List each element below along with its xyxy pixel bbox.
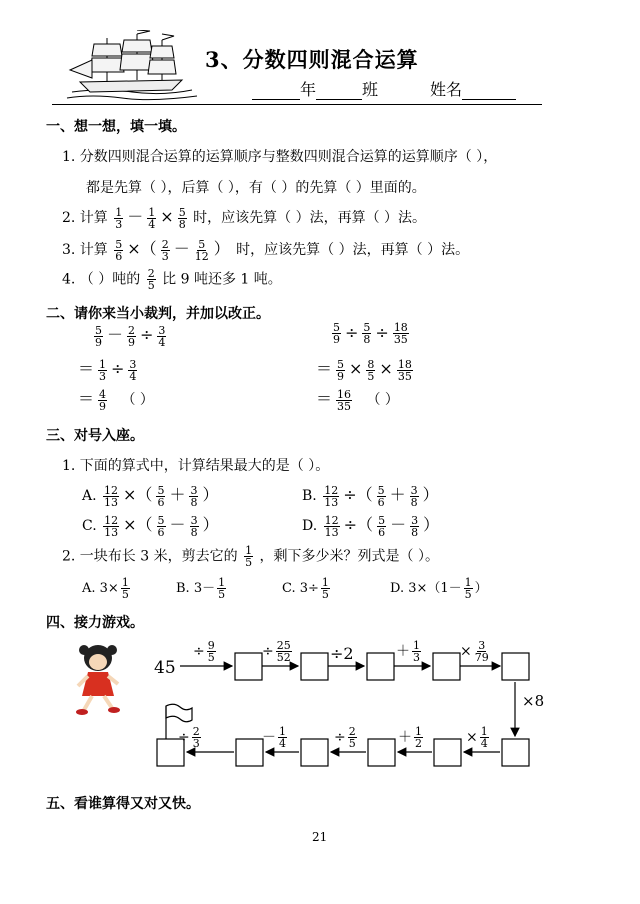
- fraction: $\frac{1}{3}$: [115, 205, 123, 231]
- op-sub-1-4: － $\frac{1}{4}$: [262, 725, 286, 750]
- q1-line-b: 都是先算（ ），后算（ ），有（ ）的先算（ ）里面的。: [86, 180, 426, 196]
- s3-q2-choice-d[interactable]: D. 3×（1－ $\frac{1}{5}$ ）: [390, 576, 488, 601]
- fraction: $\frac{2}{5}$: [147, 267, 155, 292]
- class-label: 班: [362, 80, 379, 99]
- option-a[interactable]: A. $\frac{12}{13}$ ×（ $\frac{5}{6}$ ＋ $\frac{3}{8}$ ）: [82, 483, 219, 509]
- q2-suffix: 时，应该先算（ ）法，再算（ ）法。: [193, 210, 427, 226]
- op-div-25-52: ÷ $\frac{25}{52}$: [262, 639, 291, 664]
- judge-right-step2: ＝ $\frac{5}{9}$ × $\frac{8}{5}$ × $\frac{18}{35}$: [316, 357, 412, 383]
- op-add-1-2: ＋ $\frac{1}{2}$: [398, 725, 422, 750]
- s3-q1: 1. 下面的算式中，计算结果最大的是（ ）。: [62, 458, 330, 474]
- header-divider: [52, 104, 542, 105]
- op-div-2-3: ÷ $\frac{2}{3}$: [178, 725, 200, 750]
- section-5-heading: 五、看谁算得又对又快。: [46, 796, 200, 812]
- option-b[interactable]: B. $\frac{12}{13}$ ÷（ $\frac{5}{6}$ ＋ $\frac{3}{8}$ ）: [302, 483, 439, 509]
- page-number: 21: [312, 830, 328, 844]
- op-div-9-5: ÷ $\frac{9}{5}$: [193, 639, 215, 664]
- judge-right-step1: $\frac{5}{9}$ ÷ $\frac{5}{8}$ ÷ $\frac{18}{35}$: [333, 321, 408, 346]
- section-2-heading: 二、请你来当小裁判，并加以改正。: [46, 306, 270, 322]
- op-mul-8: ×8: [522, 692, 545, 710]
- relay-start-number: 45: [154, 658, 176, 678]
- s3-q2-choice-a[interactable]: A. 3× $\frac{1}{5}$: [82, 576, 129, 601]
- section-4-heading: 四、接力游戏。: [46, 615, 144, 631]
- op-add-1-3: ＋ $\frac{1}{3}$: [396, 639, 420, 664]
- q4-prefix: 4. （ ）吨的: [62, 271, 141, 288]
- s3-q2-choice-b[interactable]: B. 3－ $\frac{1}{5}$: [176, 576, 226, 601]
- judge-left-step1: $\frac{5}{9}$ － $\frac{2}{9}$ ÷ $\frac{3}{4}$: [95, 323, 166, 349]
- judge-right-step3: ＝ $\frac{16}{35}$ （ ）: [316, 387, 399, 413]
- student-info: [252, 77, 516, 100]
- fraction: $\frac{5}{6}$: [115, 237, 123, 263]
- option-c[interactable]: C. $\frac{12}{13}$ ×（ $\frac{5}{6}$ － $\frac{3}{8}$ ）: [82, 513, 219, 539]
- name-label: 姓名: [430, 80, 463, 99]
- name-blank[interactable]: [462, 83, 516, 100]
- judge-right-answer[interactable]: （ ）: [366, 392, 399, 408]
- class-blank[interactable]: [316, 83, 362, 100]
- judge-left-step3: ＝ $\frac{4}{9}$ （ ）: [78, 387, 154, 413]
- fraction: $\frac{5}{8}$: [178, 205, 186, 231]
- q3-suffix: 时，应该先算（ ）法，再算（ ）法。: [236, 242, 470, 258]
- q2-line: 2. 计算 $\frac{1}{3}$ － $\frac{1}{4}$ × $\frac{5}{8}$ 时，应该先算（ ）法，再算（ ）法。: [62, 205, 427, 231]
- s3-q2: 2. 一块布长 3 米，剪去它的 $\frac{1}{5}$ ，剩下多少米？列式是（ ）。: [62, 544, 439, 569]
- q4-suffix: 比 9 吨还多 1 吨。: [162, 271, 282, 288]
- year-label: 年: [300, 80, 317, 99]
- option-d[interactable]: D. $\frac{12}{13}$ ÷（ $\frac{5}{6}$ － $\frac{3}{8}$ ）: [302, 513, 440, 539]
- fraction: $\frac{1}{4}$: [148, 205, 156, 231]
- fraction: $\frac{5}{12}$: [194, 237, 209, 263]
- section-1-heading: 一、想一想，填一填。: [46, 119, 186, 135]
- page-title: 3、分数四则混合运算: [205, 47, 419, 72]
- fraction: $\frac{2}{3}$: [161, 237, 169, 263]
- section-3-heading: 三、对号入座。: [46, 428, 144, 444]
- q3-prefix: 3. 计算: [62, 242, 108, 258]
- op-mul-1-4: × $\frac{1}{4}$: [466, 725, 488, 750]
- op-div-2: ÷2: [330, 644, 354, 663]
- q3-line: 3. 计算 $\frac{5}{6}$ ×（ $\frac{2}{3}$ － $\frac{5}{12}$ ） 时，应该先算（ ）法，再算（ ）法。: [62, 237, 470, 263]
- judge-left-answer[interactable]: （ ）: [121, 392, 154, 408]
- judge-left-step2: ＝ $\frac{1}{3}$ ÷ $\frac{3}{4}$: [78, 357, 137, 383]
- q1-line-a: 1. 分数四则混合运算的运算顺序与整数四则混合运算的运算顺序（ ），: [62, 149, 498, 165]
- op-div-2-5: ÷ $\frac{2}{5}$: [334, 725, 356, 750]
- q2-prefix: 2. 计算: [62, 210, 108, 226]
- op-mul-3-79: × $\frac{3}{79}$: [460, 639, 489, 664]
- s3-q2-choice-c[interactable]: C. 3÷ $\frac{1}{5}$: [282, 576, 329, 601]
- year-blank[interactable]: [252, 83, 300, 100]
- q4-line: [62, 268, 282, 291]
- ship-illustration: [62, 30, 202, 102]
